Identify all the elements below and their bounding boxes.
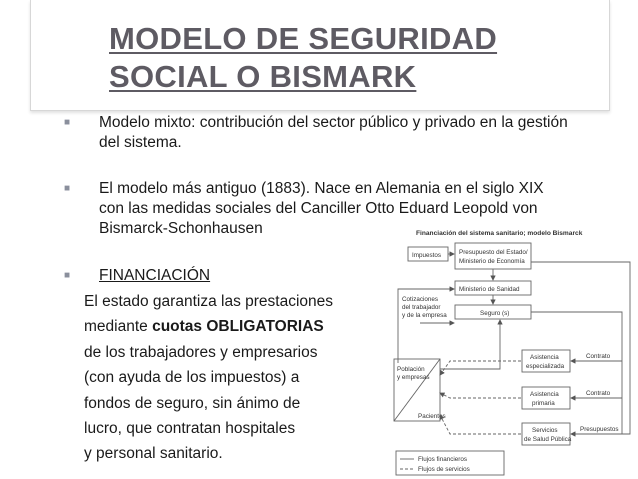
label-ministerio: Ministerio de Sanidad: [459, 286, 520, 293]
bullet-text: Modelo mixto: contribución del sector público y privado en la gestión: [99, 114, 568, 131]
body-text: mediante: [84, 318, 153, 336]
body-bold-text: cuotas OBLIGATORIAS: [152, 318, 324, 336]
body-line: y personal sanitario.: [84, 445, 223, 463]
label-contrato-2: Contrato: [586, 390, 611, 397]
label-cotizaciones-2: del trabajador: [402, 304, 441, 311]
label-impuestos: Impuestos: [412, 252, 442, 259]
title-line-1: MODELO DE SEGURIDAD: [109, 21, 498, 56]
service-flow-3: [440, 415, 521, 434]
label-cotizaciones-3: y de la empresa: [402, 312, 447, 319]
bullet-square-icon: ■: [64, 183, 71, 194]
bullet-text: El modelo más antiguo (1883). Nace en Alemania en el siglo XIX: [99, 180, 544, 197]
bullet-text: con las medidas sociales del Canciller Otto Eduard Leopold von: [99, 200, 538, 217]
label-asist-esp-1: Asistencia: [530, 354, 559, 361]
body-line: de los trabajadores y empresarios: [84, 343, 318, 361]
bullet-square-icon: ■: [64, 270, 71, 281]
service-flow-1: [440, 361, 521, 375]
label-contrato-1: Contrato: [586, 353, 611, 360]
label-servicios-2: de Salud Pública: [524, 436, 572, 443]
label-pacientes: Pacientes: [418, 413, 446, 420]
financiacion-body: [84, 289, 374, 467]
slide-title: [109, 20, 549, 96]
diagram-title: Financiación del sistema sanitario; modelo Bismarck: [416, 230, 583, 237]
label-presupuestos: Presupuestos: [580, 426, 619, 433]
bullet-text: del sistema.: [99, 134, 182, 151]
body-line: El estado garantiza las prestaciones: [84, 293, 334, 310]
bullet-square-icon: ■: [64, 117, 71, 128]
label-servicios-1: Servicios: [532, 427, 558, 434]
bullet-text: Bismarck-Schonhausen: [99, 220, 263, 237]
label-presupuesto-2: Ministerio de Economía: [459, 258, 525, 265]
flow-seguro-right: [531, 312, 622, 434]
label-asist-esp-2: especializada: [526, 363, 565, 370]
legend-service-label: Flujos de servicios: [418, 466, 470, 473]
body-line: (con ayuda de los impuestos) a: [84, 369, 300, 387]
body-line: fondos de seguro, sin ánimo de: [84, 394, 301, 412]
label-seguro: Seguro (s): [480, 310, 510, 317]
financiacion-heading: FINANCIACIÓN: [99, 267, 211, 284]
label-cotizaciones-1: Cotizaciones: [402, 296, 439, 303]
label-poblacion-1: Población: [397, 366, 425, 373]
label-poblacion-2: y empresas: [397, 374, 430, 381]
label-presupuesto-1: Presupuesto del Estado/: [459, 249, 528, 256]
label-asist-pri-2: primaria: [532, 400, 555, 407]
body-line: lucro, que contratan hospitales: [84, 420, 296, 438]
bismarck-financing-diagram: [390, 225, 638, 479]
flow-presupuestos: [531, 262, 630, 434]
box-presupuesto: [455, 243, 531, 269]
legend-financial-label: Flujos financieros: [418, 456, 467, 463]
service-flow-2: [440, 393, 521, 398]
label-asist-pri-1: Asistencia: [530, 391, 559, 398]
body-line: [84, 314, 374, 339]
title-line-2: SOCIAL O BISMARK: [109, 59, 417, 94]
